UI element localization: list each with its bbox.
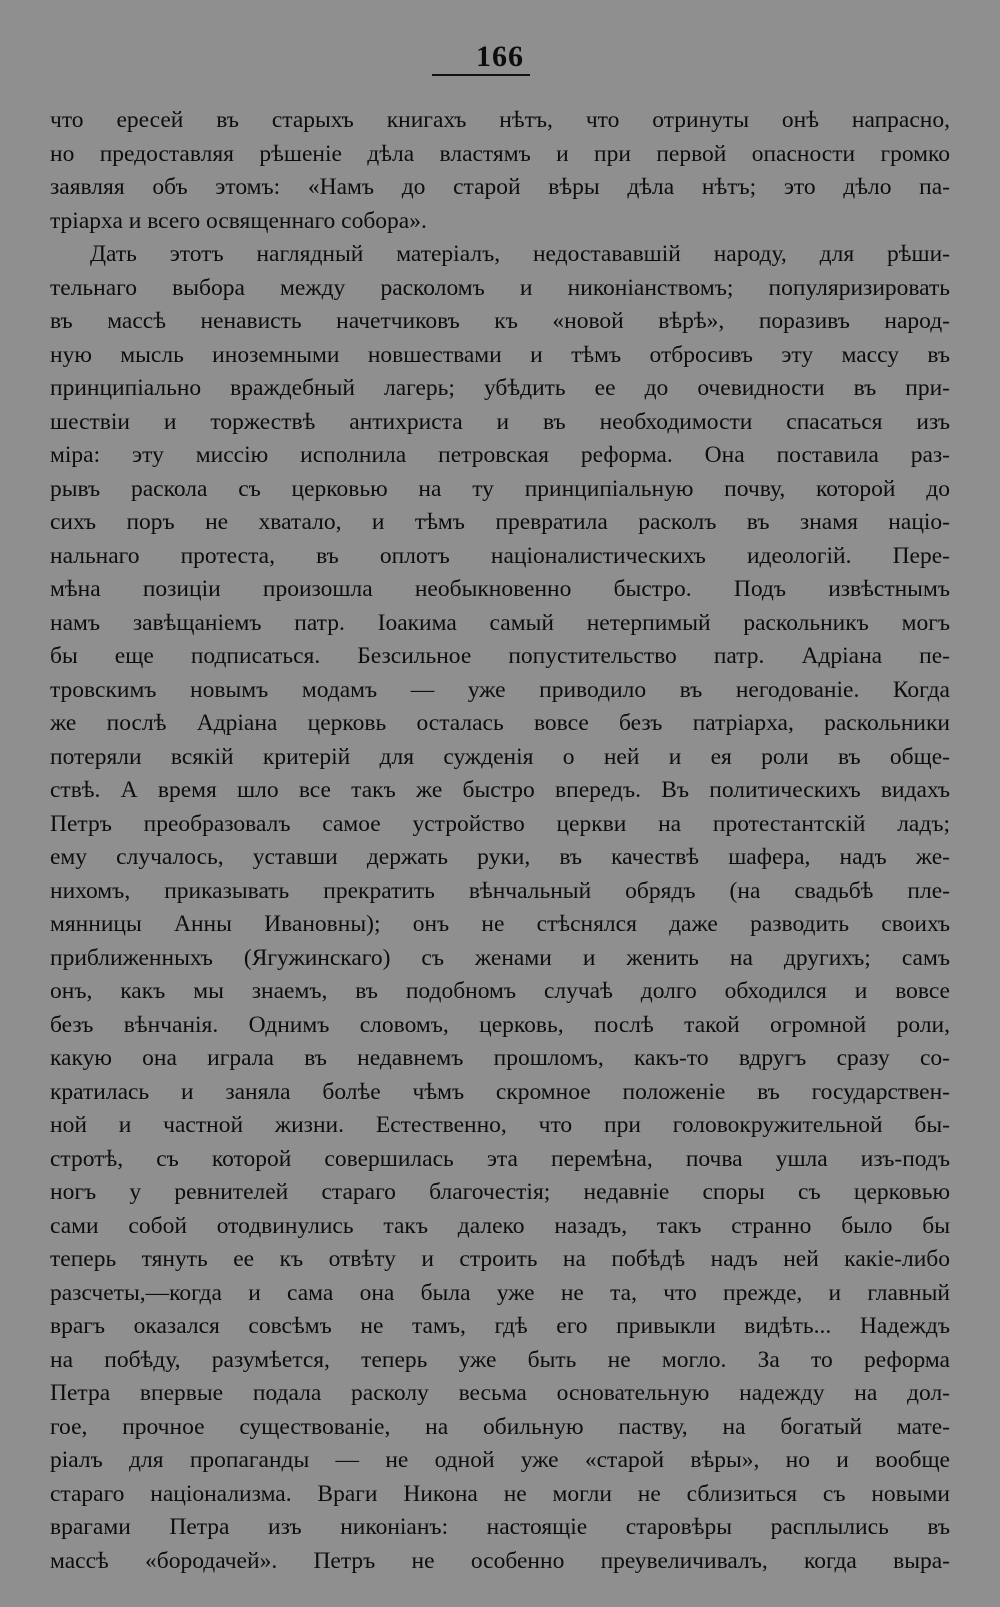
- text-line: нихомъ, приказывать прекратить вѣнчальный обрядъ (на свадьбѣ пле-: [50, 877, 950, 904]
- text-line: Дать этотъ наглядный матеріалъ, недостававшій народу, для рѣши-: [90, 241, 950, 267]
- page-number: 166: [476, 40, 524, 73]
- text-line: сами собой отодвинулись такъ далеко назадъ, такъ странно было бы: [50, 1212, 950, 1239]
- text-line: стараго націонализма. Враги Никона не могли не сблизиться съ новыми: [50, 1480, 950, 1507]
- text-line: что ересей въ старыхъ книгахъ нѣтъ, что отринуты онѣ напрасно,: [50, 107, 950, 133]
- text-line: рывъ раскола съ церковью на ту принципіальную почву, которой до: [50, 475, 950, 502]
- text-line: приближенныхъ (Ягужинскаго) съ женами и женить на другихъ; самъ: [50, 944, 950, 971]
- text-line: но предоставляя рѣшеніе дѣла властямъ и при первой опасности громко: [50, 140, 950, 167]
- text-line: безъ вѣнчанія. Однимъ словомъ, церковь, послѣ такой огромной роли,: [50, 1011, 950, 1038]
- text-line: міра: эту миссію исполнила петровская реформа. Она поставила раз-: [50, 442, 950, 468]
- text-line: ріалъ для пропаганды — не одной уже «старой вѣры», но и вообще: [50, 1447, 950, 1473]
- text-line: тровскимъ новымъ модамъ — уже приводило въ негодованіе. Когда: [50, 676, 950, 703]
- text-line: же послѣ Адріана церковь осталась вовсе безъ патріарха, раскольники: [50, 710, 950, 736]
- text-line: намъ завѣщаніемъ патр. Іоакима самый нетерпимый раскольникъ могъ: [50, 609, 950, 636]
- text-line: ему случалось, уставши держать руки, въ качествѣ шафера, надъ же-: [50, 844, 950, 870]
- text-line: врагами Петра изъ никоніанъ: настоящіе старовѣры расплылись въ: [50, 1514, 950, 1540]
- text-line: Петръ преобразовалъ самое устройство церкви на протестантскій ладъ;: [50, 810, 950, 837]
- text-line: ную мысль иноземными новшествами и тѣмъ отбросивъ эту массу въ: [50, 341, 950, 368]
- text-line: онъ, какъ мы знаемъ, въ подобномъ случаѣ долго обходился и вовсе: [50, 978, 950, 1004]
- text-line: бы еще подписаться. Безсильное попустительство патр. Адріана пе-: [50, 643, 950, 669]
- text-line: стротѣ, съ которой совершилась эта перемѣна, почва ушла изъ-подъ: [50, 1145, 950, 1172]
- text-line: кратилась и заняла болѣе чѣмъ скромное положеніе въ государствен-: [50, 1078, 950, 1105]
- text-line: Петра впервые подала расколу весьма основательную надежду на дол-: [50, 1380, 950, 1406]
- text-line: гое, прочное существованіе, на обильную паству, на богатый мате-: [50, 1413, 950, 1440]
- text-line: мянницы Анны Ивановны); онъ не стѣснялся даже разводить своихъ: [50, 911, 950, 937]
- text-line: тельнаго выбора между расколомъ и никоніанствомъ; популяризировать: [50, 274, 950, 301]
- text-line: ногъ у ревнителей стараго благочестія; недавніе споры съ церковью: [50, 1179, 950, 1205]
- text-line: принципіально враждебный лагерь; убѣдить ее до очевидности въ при-: [50, 375, 950, 401]
- body-text: [50, 104, 950, 1578]
- text-line: ной и частной жизни. Естественно, что при головокружительной бы-: [50, 1112, 950, 1138]
- text-line: сихъ поръ не хватало, и тѣмъ превратила расколъ въ знамя націо-: [50, 509, 950, 535]
- page-number-rule: [432, 74, 530, 76]
- text-line: заявляя объ этомъ: «Намъ до старой вѣры дѣла нѣтъ; это дѣло па-: [50, 174, 950, 200]
- text-line: мѣна позиціи произошла необыкновенно быстро. Подъ извѣстнымъ: [50, 576, 950, 602]
- text-line: теперь тянуть ее къ отвѣту и строить на побѣдѣ надъ ней какіе-либо: [50, 1246, 950, 1272]
- text-line: массѣ «бородачей». Петръ не особенно преувеличивалъ, когда выра-: [50, 1547, 950, 1574]
- text-line: на побѣду, разумѣется, теперь уже быть не могло. За то реформа: [50, 1346, 950, 1373]
- text-line: разсчеты,—когда и сама она была уже не та, что прежде, и главный: [50, 1279, 950, 1306]
- text-line: тріарха и всего освященнаго собора».: [50, 207, 427, 234]
- text-line: шествіи и торжествѣ антихриста и въ необходимости спасаться изъ: [50, 408, 950, 435]
- text-line: ствѣ. А время шло все такъ же быстро впередъ. Въ политическихъ видахъ: [50, 777, 950, 803]
- text-line: въ массѣ ненависть начетчиковъ къ «новой вѣрѣ», поразивъ народ-: [50, 308, 950, 334]
- text-line: потеряли всякій критерій для сужденія о ней и ея роли въ обще-: [50, 743, 950, 770]
- text-line: нальнаго протеста, въ оплотъ націоналистическихъ идеологій. Пере-: [50, 542, 950, 569]
- text-line: какую она играла въ недавнемъ прошломъ, какъ-то вдругъ сразу со-: [50, 1045, 950, 1071]
- text-line: врагъ оказался совсѣмъ не тамъ, гдѣ его привыкли видѣть... Надеждъ: [50, 1313, 950, 1339]
